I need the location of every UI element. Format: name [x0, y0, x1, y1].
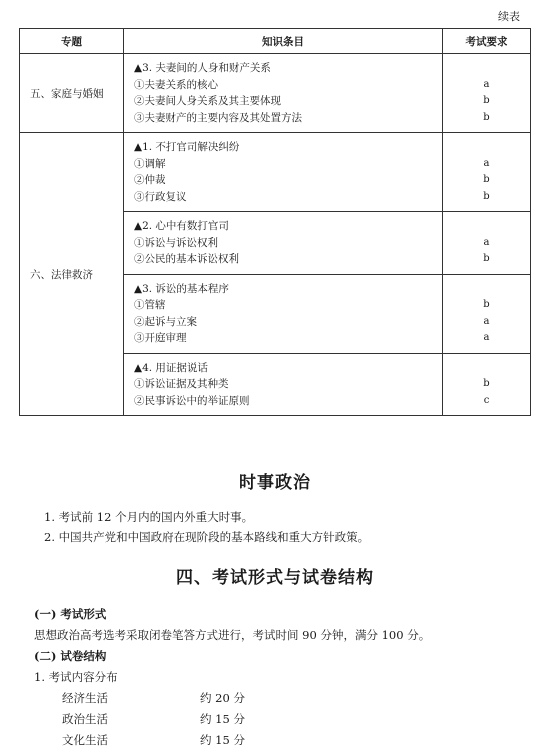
requirement-cell [443, 274, 531, 353]
requirement-value: b [483, 95, 490, 106]
requirement-value: b [483, 190, 490, 202]
requirement-value: a [483, 157, 490, 169]
distribution-score: 约 20 分 [200, 691, 245, 705]
knowledge-item: ③开庭审理 [134, 332, 187, 344]
paper-structure-heading: (二) 试卷结构 [34, 649, 107, 663]
distribution-score: 约 15 分 [200, 712, 245, 726]
knowledge-item: ②公民的基本诉讼权利 [134, 253, 239, 265]
distribution-subject: 政治生活 [62, 712, 108, 726]
distribution-subject: 经济生活 [62, 691, 108, 705]
requirement-value: b [483, 111, 490, 123]
knowledge-heading: ▲3. 夫妻间的人身和财产关系 [134, 62, 271, 74]
requirement-cell [443, 212, 531, 275]
knowledge-item: ①调解 [134, 157, 166, 170]
knowledge-item: ②起诉与立案 [134, 315, 197, 328]
knowledge-item: ③夫妻财产的主要内容及其处置方法 [134, 111, 302, 124]
knowledge-item: ②夫妻间人身关系及其主要体现 [134, 95, 281, 107]
table-header-row [20, 29, 531, 54]
requirement-value: c [483, 394, 490, 406]
section-four-title: 四、考试形式与试卷结构 [176, 568, 374, 588]
table-row [20, 133, 531, 212]
knowledge-heading: ▲2. 心中有数打官司 [134, 220, 229, 232]
distribution-subject: 文化生活 [62, 733, 108, 747]
exam-form-text: 思想政治高考选考采取闭卷笔答方式进行，考试时间 90 分钟，满分 100 分。 [34, 628, 431, 642]
requirement-cell [443, 353, 531, 416]
knowledge-cell [124, 274, 443, 353]
topic-cell: 六、法律救济 [20, 133, 124, 416]
knowledge-item: ③行政复议 [134, 190, 187, 203]
requirement-value [444, 218, 529, 235]
current-affairs-title: 时事政治 [239, 473, 311, 493]
topic-cell: 五、家庭与婚姻 [20, 54, 124, 133]
requirement-value [444, 60, 529, 77]
knowledge-cell [124, 133, 443, 212]
knowledge-cell [124, 54, 443, 133]
requirement-value [444, 360, 529, 377]
knowledge-cell [124, 212, 443, 275]
requirement-value: b [483, 174, 490, 185]
knowledge-item: ①诉讼证据及其种类 [134, 378, 229, 390]
requirement-value [444, 139, 529, 156]
requirement-value: b [483, 299, 490, 310]
current-affairs-item: 2. 中国共产党和中国政府在现阶段的基本路线和重大方针政策。 [44, 530, 370, 544]
distribution-score: 约 15 分 [200, 733, 245, 747]
current-affairs-item: 1. 考试前 12 个月内的国内外重大时事。 [44, 510, 254, 524]
knowledge-item: ②民事诉讼中的举证原则 [134, 394, 250, 407]
header-requirement: 考试要求 [443, 29, 531, 54]
knowledge-item: ①诉讼与诉讼权利 [134, 236, 218, 249]
header-topic: 专题 [20, 29, 124, 54]
knowledge-item: ②仲裁 [134, 174, 166, 186]
continued-label: 续表 [498, 10, 520, 23]
requirement-cell [443, 133, 531, 212]
header-knowledge: 知识条目 [124, 29, 443, 54]
requirement-value [444, 281, 529, 298]
requirement-value: a [483, 315, 490, 327]
knowledge-table [19, 28, 531, 416]
knowledge-heading: ▲1. 不打官司解决纠纷 [134, 141, 240, 153]
knowledge-item: ①夫妻关系的核心 [134, 78, 218, 91]
knowledge-heading: ▲3. 诉讼的基本程序 [134, 282, 229, 295]
requirement-value: b [483, 253, 490, 264]
requirement-value: a [483, 332, 490, 343]
knowledge-cell [124, 353, 443, 416]
requirement-cell [443, 54, 531, 133]
requirement-value: b [483, 378, 490, 389]
requirement-value: a [483, 236, 490, 248]
requirement-value: a [483, 78, 490, 90]
exam-form-heading: (一) 考试形式 [34, 607, 107, 621]
knowledge-heading: ▲4. 用证据说话 [134, 361, 208, 374]
knowledge-item: ①管辖 [134, 299, 166, 311]
content-distribution-heading: 1. 考试内容分布 [34, 670, 118, 684]
table-row [20, 54, 531, 133]
